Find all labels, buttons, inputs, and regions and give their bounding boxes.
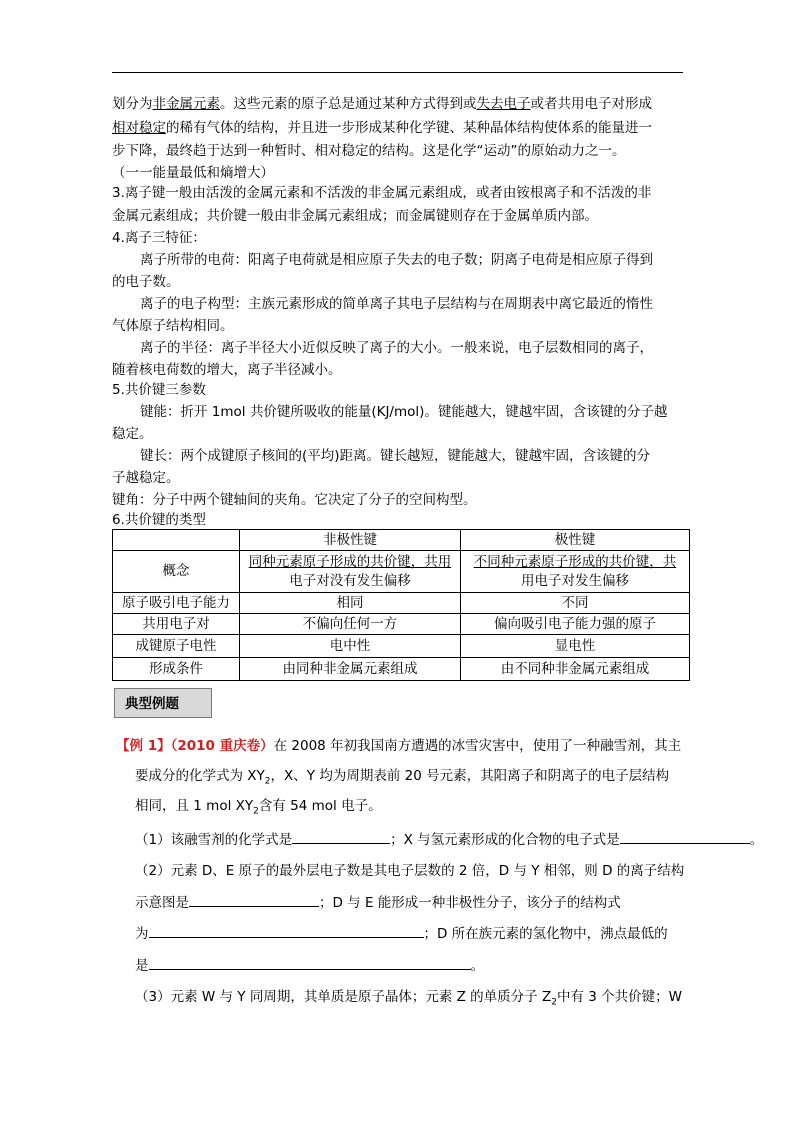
- question-line: （1）该融雪剂的化学式是 ；X 与氢元素形成的化合物的电子式是 。: [135, 829, 763, 850]
- answer-blank[interactable]: [149, 923, 424, 938]
- text-line: 键长：两个成键原子核间的(平均)距离。键长越短，键能越大，键越牢固，含该键的分: [140, 448, 651, 464]
- table-cell: 不同种元素原子形成的共价键，共 用电子对发生偏移: [461, 551, 690, 593]
- example-line: 相同，且 1 mol $XY_2$含有 54 mol 电子。: [135, 798, 382, 817]
- text-line: 随着核电荷数的增大，离子半径减小。: [112, 362, 342, 378]
- table-row: [113, 658, 690, 681]
- text-line: 离子的电子构型：主族元素形成的简单离子其电子层结构与在周期表中离它最近的惰性: [140, 296, 653, 312]
- table-row: [113, 635, 690, 658]
- section-title: 典型例题: [114, 688, 212, 718]
- text-line: 6.共价键的类型: [112, 512, 206, 528]
- underlined-term: 失去电子: [476, 96, 531, 112]
- question-line: （3）元素 W 与 Y 同周期，其单质是原子晶体；元素 Z 的单质分子 $Z_2$中有 3 个共价键；W: [135, 989, 682, 1008]
- question-line: 是 。: [135, 955, 484, 976]
- table-cell: 不同: [461, 593, 690, 614]
- underlined-term: 非金属元素: [152, 96, 220, 112]
- question-line: 为 ；D 所在族元素的氢化物中，沸点最低的: [135, 923, 668, 944]
- text-line: 的电子数。: [112, 274, 180, 290]
- text-line: 划分为非金属元素。这些元素的原子总是通过某种方式得到或失去电子或者共用电子对形成: [112, 96, 652, 112]
- table-header-cell: [113, 530, 240, 551]
- table-cell: 电中性: [240, 635, 461, 658]
- row-label: 形成条件: [113, 658, 240, 681]
- text-line: 子越稳定。: [112, 470, 180, 486]
- text-line: 键能：折开 1mol 共价键所吸收的能量(KJ/mol)。键能越大，键越牢固，含该键的分子越: [140, 404, 668, 420]
- text-line: 离子的半径：离子半径大小近似反映了离子的大小。一般来说，电子层数相同的离子，: [140, 340, 653, 356]
- table-row: [113, 551, 690, 593]
- question-line: 示意图是 ；D 与 E 能形成一种非极性分子，该分子的结构式: [135, 892, 621, 913]
- text-line: 5.共价键三参数: [112, 382, 206, 398]
- underlined-term: 相对稳定: [112, 120, 166, 136]
- text-line: 键角：分子中两个键轴间的夹角。它决定了分子的空间构型。: [112, 492, 477, 508]
- table-row: [113, 614, 690, 635]
- table-cell: 不偏向任何一方: [240, 614, 461, 635]
- text-line: 稳定。: [112, 426, 153, 442]
- table-cell: 偏向吸引电子能力强的原子: [461, 614, 690, 635]
- text-line: 3.离子键一般由活泼的金属元素和不活泼的非金属元素组成，或者由铵根离子和不活泼的非: [112, 185, 652, 201]
- answer-blank[interactable]: [149, 955, 471, 970]
- text-line: 金属元素组成；共价键一般由非金属元素组成；而金属键则存在于金属单质内部。: [112, 208, 598, 224]
- answer-blank[interactable]: [620, 829, 750, 844]
- text-line: 4.离子三特征：: [112, 230, 206, 246]
- table-cell: 同种元素原子形成的共价键，共用 电子对没有发生偏移: [240, 551, 461, 593]
- table-header-cell: 极性键: [461, 530, 690, 551]
- question-line: （2）元素 D、E 原子的最外层电子数是其电子层数的 2 倍，D 与 Y 相邻，则 D 的离子结构: [135, 863, 685, 879]
- text-line: 气体原子结构相同。: [112, 318, 234, 334]
- header-rule: [112, 72, 683, 73]
- table-cell: 由同种非金属元素组成: [240, 658, 461, 681]
- text-line: 离子所带的电荷：阳离子电荷就是相应原子失去的电子数；阴离子电荷是相应原子得到: [140, 252, 653, 268]
- row-label: 概念: [113, 551, 240, 593]
- table-cell: 由不同种非金属元素组成: [461, 658, 690, 681]
- row-label: 成键原子电性: [113, 635, 240, 658]
- example-tag: 【例 1】（2010 重庆卷）: [116, 738, 274, 754]
- table-header-cell: 非极性键: [240, 530, 461, 551]
- table-cell: 相同: [240, 593, 461, 614]
- example-line: 【例 1】（2010 重庆卷）在 2008 年初我国南方遭遇的冰雪灾害中，使用了一种融雪剂，其主: [116, 738, 682, 754]
- example-line: 要成分的化学式为 $XY_2$，X、Y 均为周期表前 20 号元素，其阳离子和阴离子的电子层结构: [135, 768, 670, 787]
- table-header-row: [113, 530, 690, 551]
- text-line: （一一能量最低和熵增大）: [112, 165, 274, 181]
- text-line: 相对稳定的稀有气体的结构，并且进一步形成某种化学键、某种晶体结构使体系的能量进一: [112, 120, 652, 136]
- table-row: [113, 593, 690, 614]
- row-label: 原子吸引电子能力: [113, 593, 240, 614]
- table-cell: 显电性: [461, 635, 690, 658]
- bond-type-table: [112, 529, 690, 681]
- text-line: 步下降，最终趋于达到一种暂时、相对稳定的结构。这是化学“运动”的原始动力之一。: [112, 143, 626, 159]
- answer-blank[interactable]: [292, 829, 390, 844]
- row-label: 共用电子对: [113, 614, 240, 635]
- answer-blank[interactable]: [189, 892, 319, 907]
